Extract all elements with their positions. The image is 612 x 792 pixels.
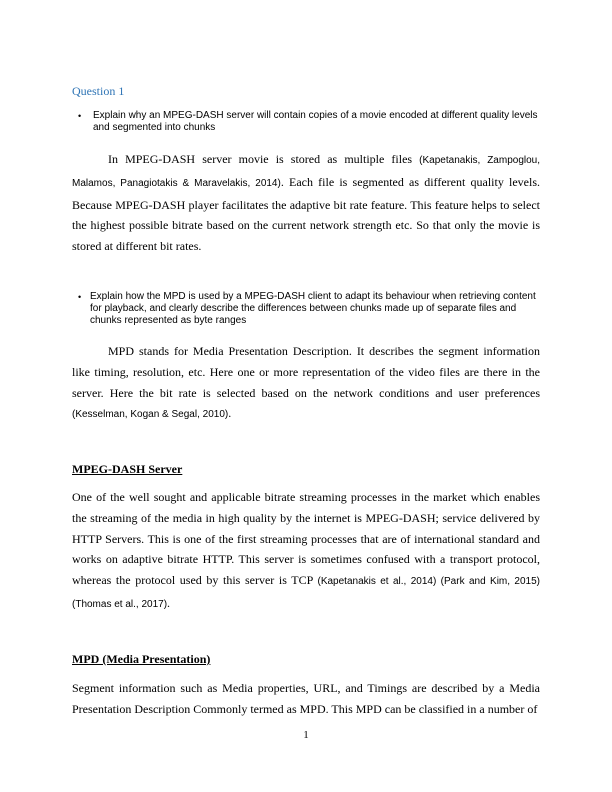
section-1-citation: (Kapetanakis et al., 2014) (Park and Kim, 2015) (Thomas et al., 2017) [72, 576, 540, 610]
answer-2-citation: (Kesselman, Kogan & Segal, 2010) [72, 409, 229, 421]
answer-1-citation: (Kapetanakis, Zampoglou, Malamos, Panagiotakis & Maravelakis, 2014) [72, 155, 541, 189]
page-number: 1 [303, 729, 309, 741]
section-1-text-b: . [167, 595, 171, 610]
answer-1-text-b: . Each file is segmented as different quality levels. Because MPEG-DASH player facilitates the adaptive bit rate feature. This feature helps to select the highest possible bitrate based on the current network strength etc. So that only the movie is stored at different bit rates. [72, 174, 540, 254]
section-heading-mpeg-dash-server: MPEG-DASH Server [72, 462, 183, 476]
bullet-marker: • [78, 111, 82, 121]
answer-1-text-a: In MPEG-DASH server movie is stored as multiple files [108, 152, 420, 166]
section-1-text-a: One of the well sought and applicable bitrate streaming processes in the market which enables the streaming of the media in high quality by the internet is MPEG-DASH; service delivered by HTTP Servers. This is one of the first streaming processes that are of international standard and works on adaptive bitrate HTTP. This server is sometimes confused with a transport protocol, whereas the protocol used by this server is TCP [72, 490, 540, 588]
question-1-bullet [78, 110, 548, 134]
question-1-text: Explain why an MPEG-DASH server will contain copies of a movie encoded at different quality levels and segmented into chunks [93, 110, 538, 133]
answer-2-text-a: MPD stands for Media Presentation Description. It describes the segment information like timing, resolution, etc. Here one or more representation of the video files are there in the server. Here the bit rate is selected based on the network conditions and user preferences [72, 344, 540, 400]
answer-2-paragraph [72, 341, 540, 426]
question-heading: Question 1 [72, 84, 125, 98]
section-2-paragraph: Segment information such as Media properties, URL, and Timings are described by a Media Presentation Description Commonly termed as MPD. This MPD can be classified in a number of [72, 681, 540, 716]
bullet-marker: • [78, 292, 82, 302]
question-2-text: Explain how the MPD is used by a MPEG-DASH client to adapt its behaviour when retrieving content for playback, and clearly describe the differences between chunks made up of separate files and chunks represented as byte ranges [90, 291, 536, 326]
answer-1-paragraph [72, 149, 540, 257]
answer-2-text-b: . [228, 406, 232, 421]
section-heading-mpd: MPD (Media Presentation) [72, 652, 211, 666]
question-2-bullet [78, 291, 548, 327]
section-1-paragraph [72, 487, 540, 616]
